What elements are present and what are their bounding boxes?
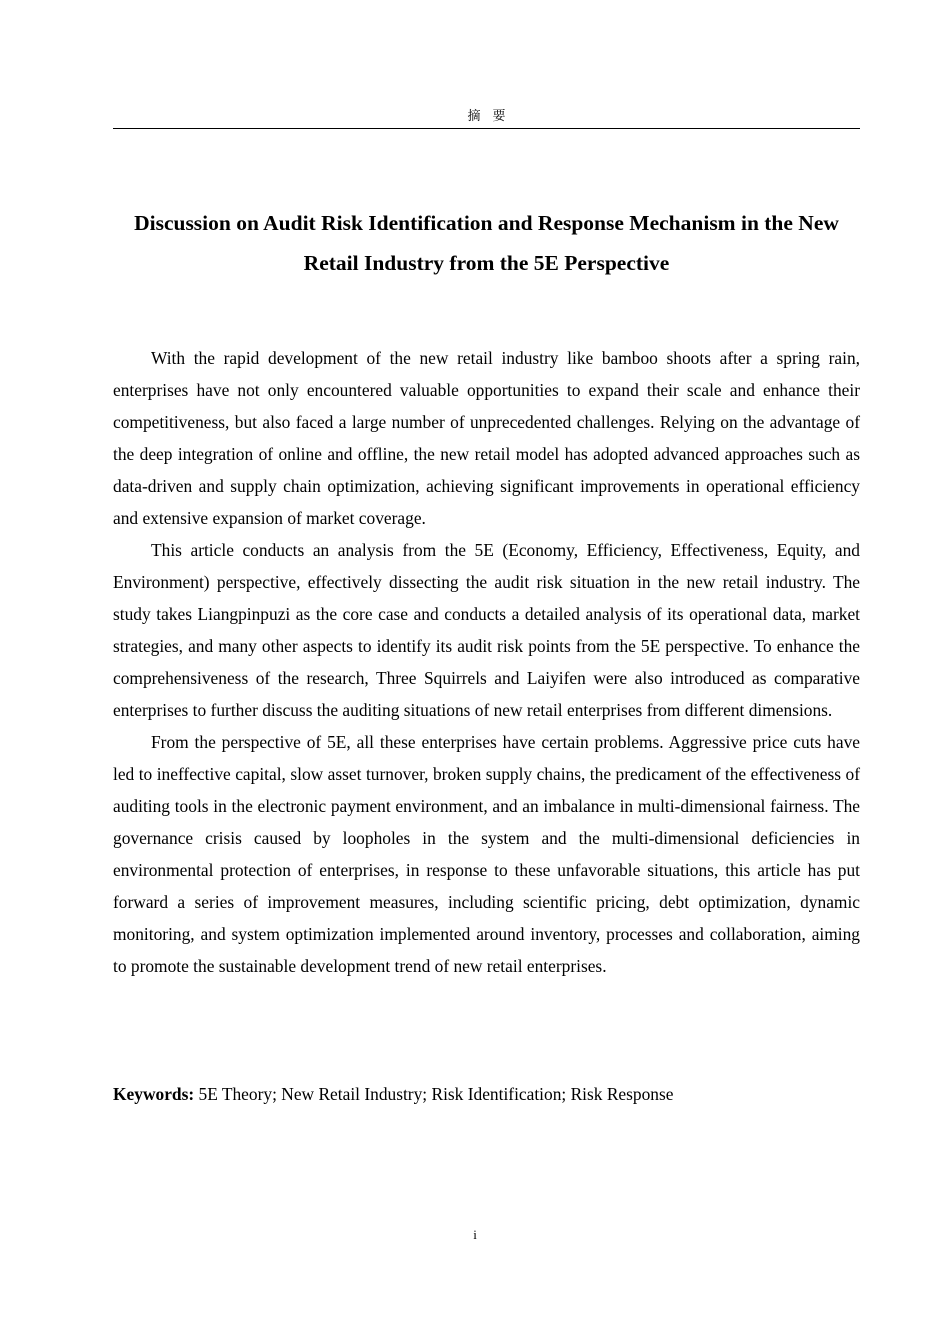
paper-title: Discussion on Audit Risk Identification and Response Mechanism in the New Retail Industry from the 5E Perspective bbox=[134, 211, 839, 275]
abstract-paragraph: From the perspective of 5E, all these enterprises have certain problems. Aggressive price cuts have led to ineffective capital, slow asset turnover, broken supply chains, the predicament of the effectiveness of auditing tools in the electronic payment environment, and an imbalance in multi-dimensional fairness. The governance crisis caused by loopholes in the system and the multi-dimensional deficiencies in environmental protection of enterprises, in response to these unfavorable situations, this article has put forward a series of improvement measures, including scientific pricing, debt optimization, dynamic monitoring, and system optimization implemented around inventory, processes and collaboration, aiming to promote the sustainable development trend of new retail enterprises. bbox=[113, 732, 860, 976]
abstract-paragraph: This article conducts an analysis from the 5E (Economy, Efficiency, Effectiveness, Equity, and Environment) perspective, effectively dissecting the audit risk situation in the new retail industry. The study takes Liangpinpuzi as the core case and conducts a detailed analysis of its operational data, market strategies, and many other aspects to identify its audit risk points from the 5E perspective. To enhance the comprehensiveness of the research, Three Squirrels and Laiyifen were also introduced as comparative enterprises to further discuss the auditing situations of new retail enterprises from different dimensions. bbox=[113, 540, 860, 720]
keywords-text: 5E Theory; New Retail Industry; Risk Identification; Risk Response bbox=[198, 1084, 674, 1104]
page-number: i bbox=[473, 1227, 477, 1242]
abstract-paragraph: With the rapid development of the new retail industry like bamboo shoots after a spring rain, enterprises have not only encountered valuable opportunities to expand their scale and enhance their competitiveness, but also faced a large number of unprecedented challenges. Relying on the advantage of the deep integration of online and offline, the new retail model has adopted advanced approaches such as data-driven and supply chain optimization, achieving significant improvements in operational efficiency and extensive expansion of market coverage. bbox=[113, 348, 860, 528]
keywords-line bbox=[113, 1078, 860, 1110]
keywords-label: Keywords: bbox=[113, 1084, 195, 1104]
running-header bbox=[113, 106, 860, 129]
abstract-body bbox=[113, 342, 860, 982]
header-text: 摘要 bbox=[467, 108, 518, 123]
